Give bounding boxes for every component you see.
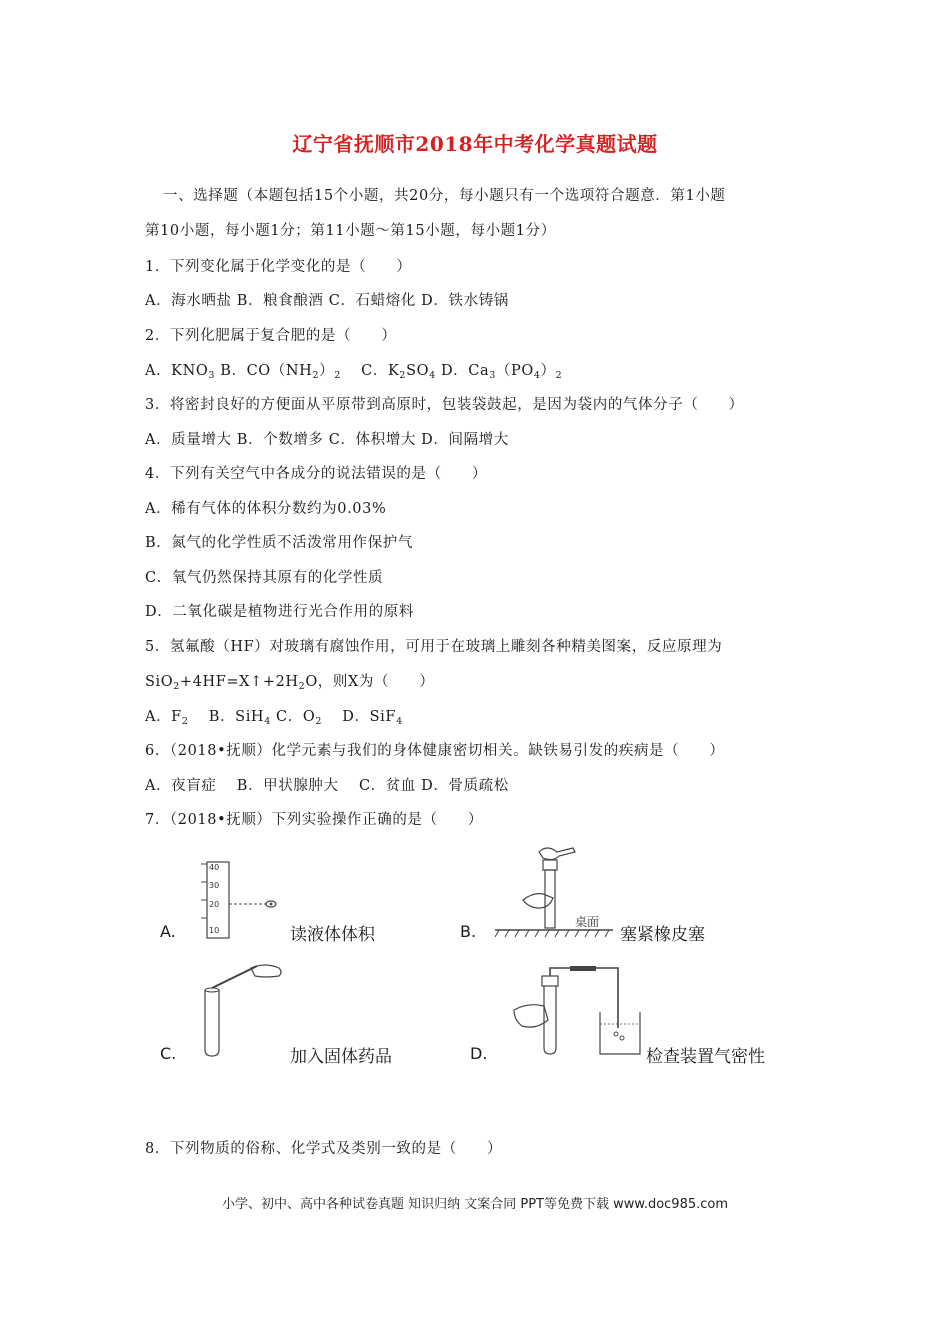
desk-label: 桌面 [575,915,600,929]
q4-option-c: C．氧气仍然保持其原有的化学性质 [145,570,384,586]
figure-b-label: B. [460,922,477,941]
page-title: 辽宁省抚顺市2018年中考化学真题试题 [292,132,658,156]
figure-c-test-tube [195,962,295,1057]
q5-stem: 5．氢氟酸（HF）对玻璃有腐蚀作用，可用于在玻璃上雕刻各种精美图案，反应原理为 [145,639,723,655]
q7-stem: 7．（2018•抚顺）下列实验操作正确的是（ ） [145,812,483,828]
figure-d-caption: 检查装置气密性 [646,1047,765,1067]
figure-d-label: D. [470,1044,488,1063]
figure-b-caption: 塞紧橡皮塞 [620,925,705,945]
q8-stem: 8．下列物质的俗称、化学式及类别一致的是（ ） [145,1141,503,1157]
q3-options: A．质量增大 B．个数增多 C．体积增大 D．间隔增大 [145,432,509,448]
q2-stem: 2．下列化肥属于复合肥的是（ ） [145,328,397,344]
tick-label-40: 40 [209,863,220,872]
q4-option-b: B．氮气的化学性质不活泼常用作保护气 [145,535,413,551]
q4-option-d: D．二氧化碳是植物进行光合作用的原料 [145,604,414,620]
q3-stem: 3．将密封良好的方便面从平原带到高原时，包装袋鼓起，是因为袋内的气体分子（ ） [145,397,744,413]
figure-a-label: A. [160,922,176,941]
q4-stem: 4．下列有关空气中各成分的说法错误的是（ ） [145,466,488,482]
figure-a-graduated-cylinder [195,858,285,940]
figure-b-stopper-on-desk [495,846,615,941]
q5-equation: $SiO_2+4HF=X↑+2H_2O$，则X为（ ） [145,674,435,692]
footer: 小学、初中、高中各种试卷真题 知识归纳 文案合同 PPT等免费下载 www.doc985.com [221,1197,729,1212]
tick-label-10: 10 [209,926,220,935]
tick-label-30: 30 [209,881,220,890]
figure-d-airtightness-setup [512,966,652,1058]
q6-stem: 6．（2018•抚顺）化学元素与我们的身体健康密切相关。缺铁易引发的疾病是（ ） [145,743,725,759]
figure-c-caption: 加入固体药品 [290,1047,392,1067]
section-heading: 一、选择题（本题包括15个小题，共20分，每小题只有一个选项符合题意．第1小题 [163,188,726,204]
figure-c-label: C. [160,1044,177,1063]
q2-options: A．$KNO_3$ B．$CO(NH_2)_2$ C．$K_2SO_4$ D．$Ca_3(PO_4)_2$ [145,363,563,381]
section-heading-cont: 第10小题，每小题1分；第11小题～第15小题，每小题1分） [145,223,556,239]
q6-options: A．夜盲症 B．甲状腺肿大 C．贫血 D．骨质疏松 [145,778,509,794]
q1-stem: 1．下列变化属于化学变化的是（ ） [145,259,412,275]
q5-options: A．$F_2$ B．SiH$_4$ C．$O_2$ D．SiF$_4$ [145,709,403,727]
tick-label-20: 20 [209,900,220,909]
q1-options: A．海水晒盐 B．粮食酿酒 C．石蜡熔化 D．铁水铸锅 [145,293,509,309]
figure-a-caption: 读液体体积 [290,925,375,945]
q4-option-a: A．稀有气体的体积分数约为0.03% [145,501,387,517]
